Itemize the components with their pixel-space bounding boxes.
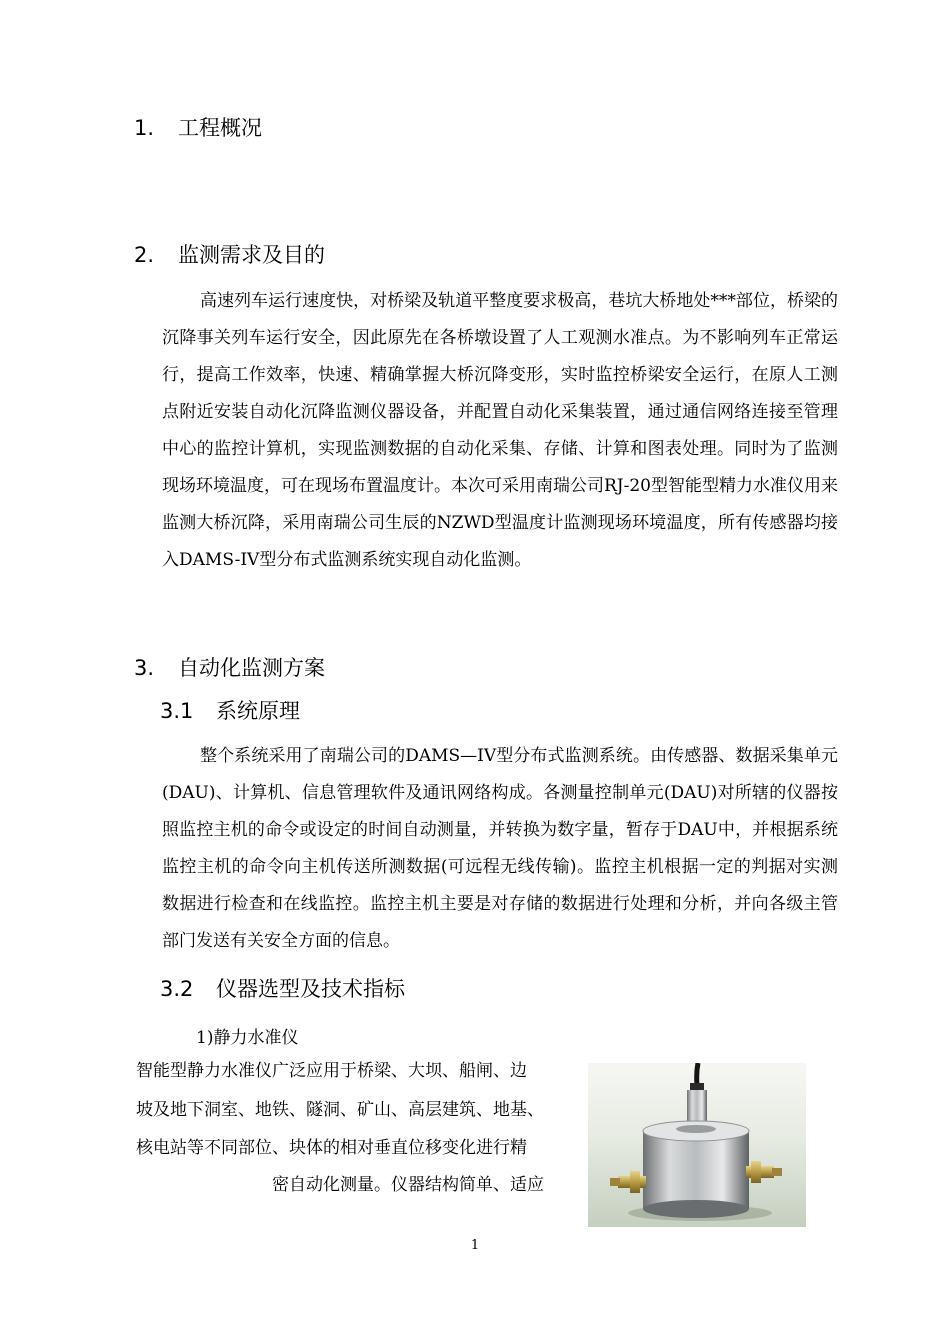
heading-title: 自动化监测方案 — [178, 656, 325, 680]
paragraph-system-principle — [162, 738, 838, 960]
static-level-instrument-image — [588, 1063, 806, 1227]
heading-section-3-1 — [160, 697, 300, 725]
heading-title: 仪器选型及技术指标 — [216, 977, 405, 1001]
text-line: 核电站等不同部位、块体的相对垂直位移变化进行精 — [136, 1138, 527, 1158]
heading-number: 2. — [134, 243, 155, 267]
text-line: 坡及地下洞室、地铁、隧洞、矿山、高层建筑、地基、 — [136, 1100, 544, 1120]
paragraph-text: 整个系统采用了南瑞公司的DAMS—IV型分布式监测系统。由传感器、数据采集单元(DAU)、计算机、信息管理软件及通讯网络构成。各测量控制单元(DAU)对所辖的仪器按照监控主机的命令或设定的时间自动测量，并转换为数字量，暂存于DAU中，并根据系统监控主机的命令向主机传送所测数据(可远程无线传输)。监控主机根据一定的判据对实测数据进行检查和在线监控。监控主机主要是对存储的数据进行处理和分析，并向各级主管部门发送有关安全方面的信息。 — [162, 746, 838, 951]
paragraph-monitoring-purpose — [162, 283, 838, 579]
heading-section-3-2 — [160, 975, 405, 1003]
heading-section-1 — [134, 114, 262, 142]
instrument-illustration — [588, 1063, 806, 1227]
heading-section-2 — [134, 241, 325, 269]
text-line: 密自动化测量。仪器结构简单、适应 — [272, 1175, 544, 1195]
paragraph-text: 高速列车运行速度快，对桥梁及轨道平整度要求极高，巷坑大桥地处***部位，桥梁的沉降事关列车运行安全，因此原先在各桥墩设置了人工观测水准点。为不影响列车正常运行，提高工作效率，快速、精确掌握大桥沉降变形，实时监控桥梁安全运行，在原人工测点附近安装自动化沉降监测仪器设备，并配置自动化采集装置，通过通信网络连接至管理中心的监控计算机，实现监测数据的自动化采集、存储、计算和图表处理。同时为了监测现场环境温度，可在现场布置温度计。本次可采用南瑞公司RJ-20型智能型精力水准仪用来监测大桥沉降，采用南瑞公司生辰的NZWD型温度计监测现场环境温度，所有传感器均接入DAMS-IV型分布式监测系统实现自动化监测。 — [162, 291, 838, 570]
heading-number: 3.1 — [160, 699, 194, 723]
page-number: 1 — [470, 1238, 480, 1253]
heading-title: 工程概况 — [178, 116, 262, 140]
heading-section-3 — [134, 654, 325, 682]
heading-title: 系统原理 — [216, 699, 300, 723]
heading-title: 监测需求及目的 — [178, 243, 325, 267]
subheading-static-level: 1)静力水准仪 — [196, 1028, 299, 1048]
heading-number: 3. — [134, 656, 155, 680]
heading-number: 1. — [134, 116, 155, 140]
heading-number: 3.2 — [160, 977, 194, 1001]
text-line: 智能型静力水准仪广泛应用于桥梁、大坝、船闸、边 — [136, 1061, 527, 1081]
